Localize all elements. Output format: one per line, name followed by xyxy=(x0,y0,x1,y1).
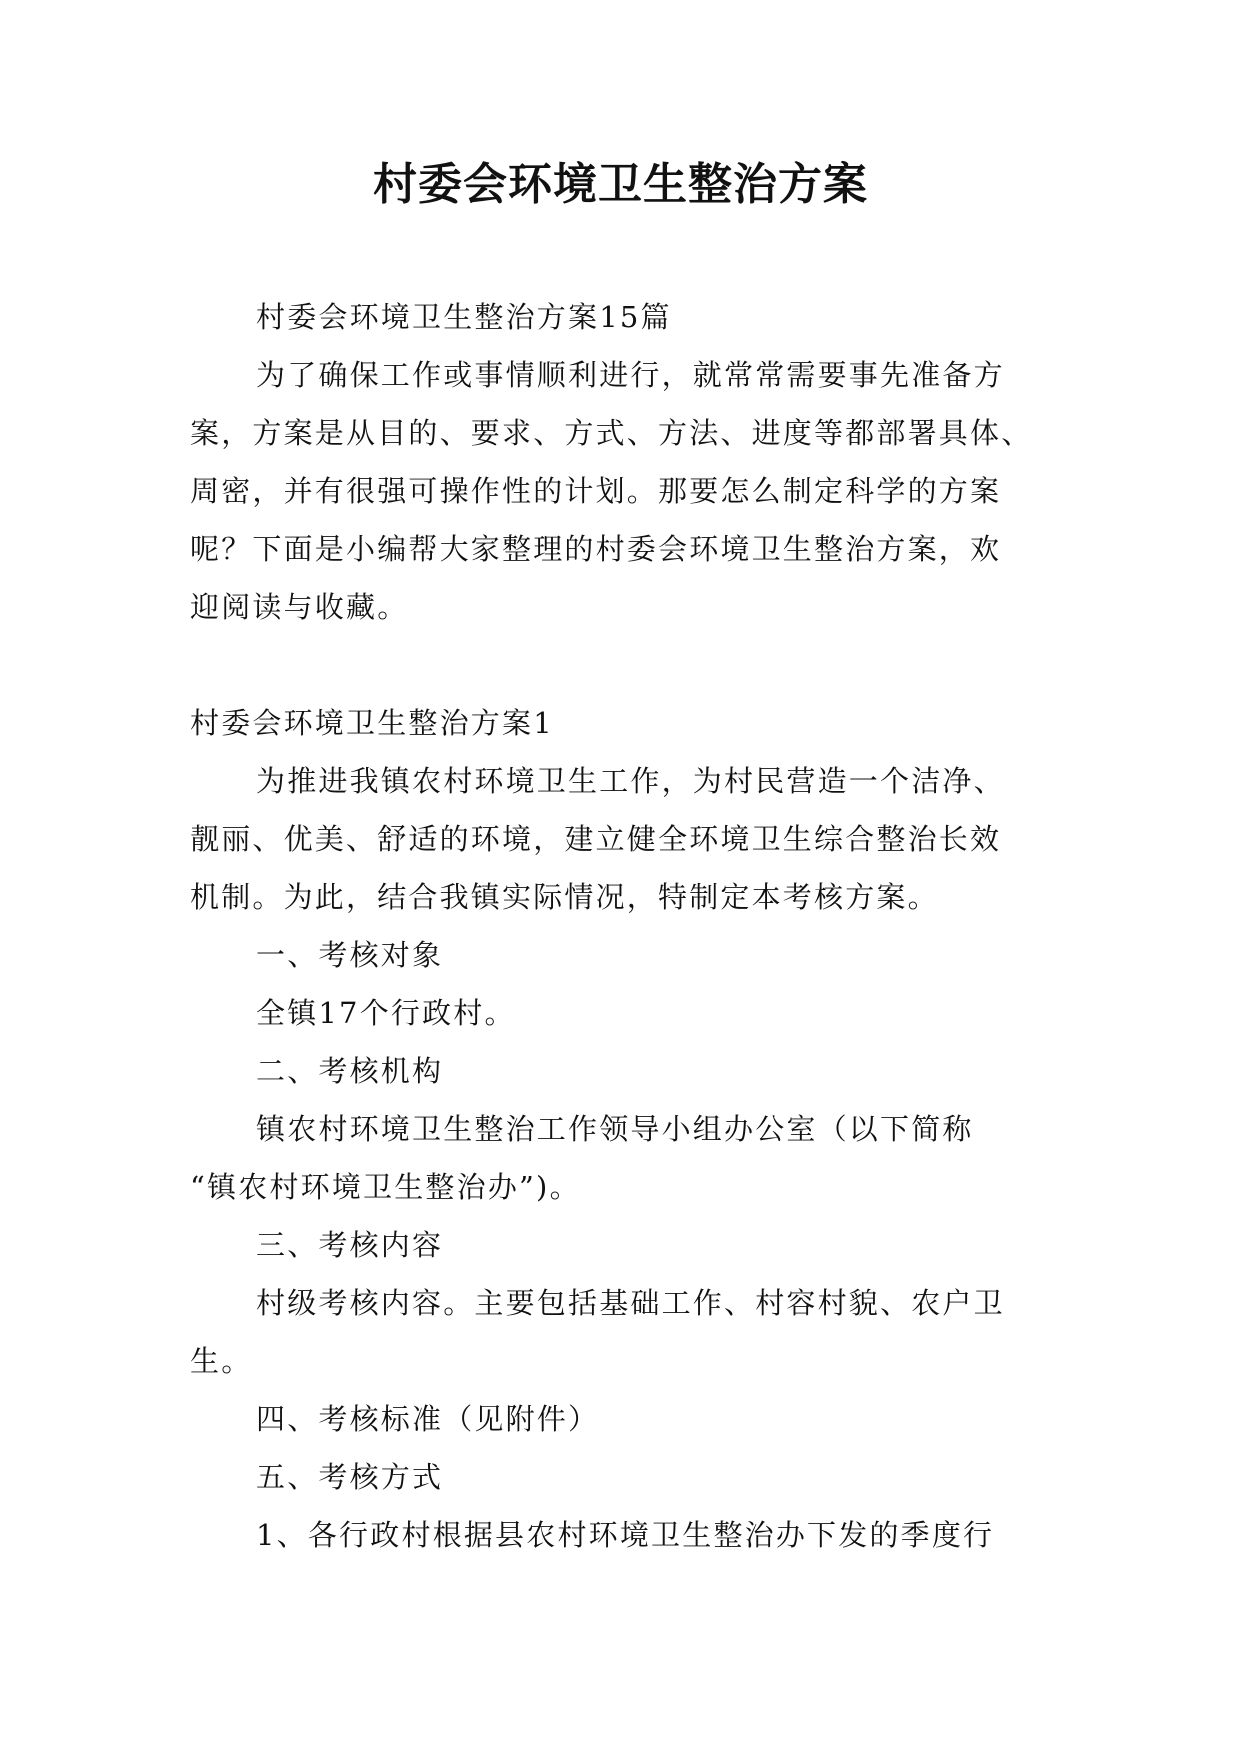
list-heading: 五、考核方式 xyxy=(256,1460,444,1494)
paragraph-line: 为推进我镇农村环境卫生工作，为村民营造一个洁净、 xyxy=(256,764,1005,798)
section-heading: 村委会环境卫生整治方案1 xyxy=(190,706,554,740)
paragraph-line: 呢？下面是小编帮大家整理的村委会环境卫生整治方案，欢 xyxy=(190,532,1002,566)
document-title: 村委会环境卫生整治方案 xyxy=(373,159,868,210)
paragraph-line: 镇农村环境卫生整治工作领导小组办公室（以下简称 xyxy=(256,1112,974,1146)
paragraph-line: 迎阅读与收藏。 xyxy=(190,590,409,624)
subtitle-line: 村委会环境卫生整治方案15篇 xyxy=(256,300,672,334)
paragraph-line: 为了确保工作或事情顺利进行，就常常需要事先准备方 xyxy=(256,358,1005,392)
list-heading: 一、考核对象 xyxy=(256,938,444,972)
paragraph-line: 周密，并有很强可操作性的计划。那要怎么制定科学的方案 xyxy=(190,474,1002,508)
paragraph-line: 村级考核内容。主要包括基础工作、村容村貌、农户卫 xyxy=(256,1286,1005,1320)
paragraph-line: 靓丽、优美、舒适的环境，建立健全环境卫生综合整治长效 xyxy=(190,822,1002,856)
paragraph-line: 1、各行政村根据县农村环境卫生整治办下发的季度行 xyxy=(256,1518,995,1552)
paragraph-line: 案，方案是从目的、要求、方式、方法、进度等都部署具体、 xyxy=(190,416,1033,450)
list-heading: 二、考核机构 xyxy=(256,1054,444,1088)
paragraph-line: 全镇17个行政村。 xyxy=(256,996,516,1030)
paragraph-line: 机制。为此，结合我镇实际情况，特制定本考核方案。 xyxy=(190,880,939,914)
paragraph-line: 生。 xyxy=(190,1344,253,1378)
paragraph-line: “镇农村环境卫生整治办”)。 xyxy=(190,1170,581,1204)
list-heading: 三、考核内容 xyxy=(256,1228,444,1262)
list-heading: 四、考核标准（见附件） xyxy=(256,1402,600,1436)
